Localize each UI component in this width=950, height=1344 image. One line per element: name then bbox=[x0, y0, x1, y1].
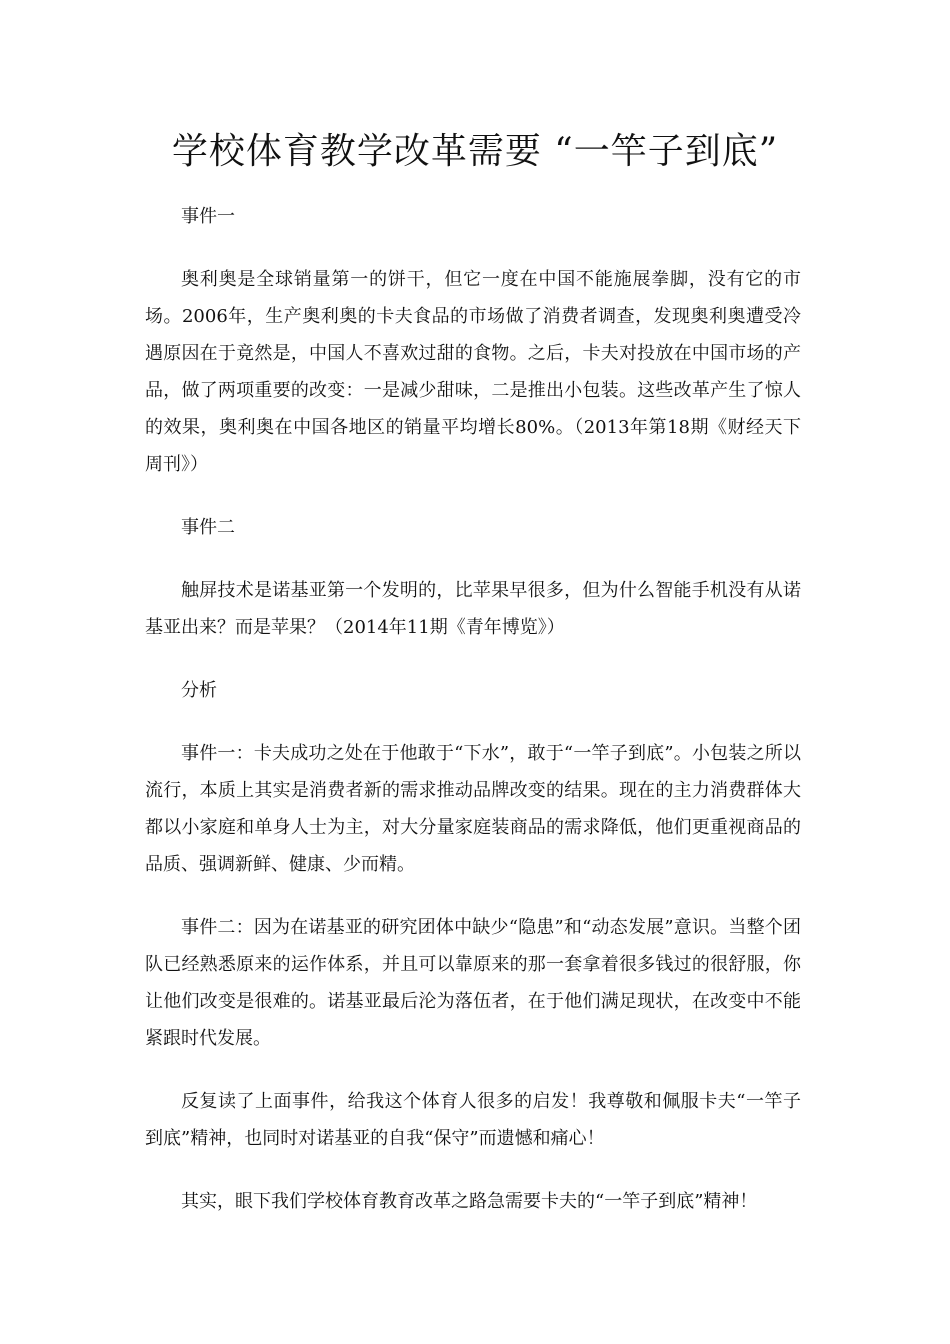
heading-event-1: 事件一 bbox=[181, 206, 235, 227]
paragraph-reflection: 反复读了上面事件，给我这个体育人很多的启发！我尊敬和佩服卡夫“一竿子到底”精神，也同时对诺基亚的自我“保守”而遗憾和痛心！ bbox=[145, 1091, 801, 1149]
paragraph-event-1: 奥利奥是全球销量第一的饼干，但它一度在中国不能施展拳脚，没有它的市场。2006年，生产奥利奥的卡夫食品的市场做了消费者调查，发现奥利奥遭受冷遇原因在于竟然是，中国人不喜欢过甜的食物。之后，卡夫对投放在中国市场的产品，做了两项重要的改变：一是减少甜味，二是推出小包装。这些改革产生了惊人的效果，奥利奥在中国各地区的销量平均增长80%。（2013年第18期《财经天下周刊》） bbox=[145, 269, 801, 475]
heading-event-2: 事件二 bbox=[181, 517, 235, 538]
paragraph-spacer bbox=[145, 546, 801, 572]
document-title: 学校体育教学改革需要 “一竿子到底” bbox=[171, 131, 779, 172]
paragraph-spacer bbox=[145, 1157, 801, 1183]
heading-analysis: 分析 bbox=[181, 680, 217, 701]
paragraph-analysis-2: 事件二：因为在诺基亚的研究团体中缺少“隐患”和“动态发展”意识。当整个团队已经熟悉原来的运作体系，并且可以靠原来的那一套拿着很多钱过的很舒服，你让他们改变是很难的。诺基亚最后沦为落伍者，在于他们满足现状，在改变中不能紧跟时代发展。 bbox=[145, 917, 801, 1049]
paragraph-spacer bbox=[145, 483, 801, 509]
paragraph-spacer bbox=[145, 646, 801, 672]
paragraph-conclusion: 其实，眼下我们学校体育教育改革之路急需要卡夫的“一竿子到底”精神！ bbox=[181, 1191, 758, 1212]
document-body bbox=[145, 198, 801, 1220]
paragraph-event-2: 触屏技术是诺基亚第一个发明的，比苹果早很多，但为什么智能手机没有从诺基亚出来？而是苹果？（2014年11期《青年博览》） bbox=[145, 580, 801, 638]
paragraph-spacer bbox=[145, 883, 801, 909]
paragraph-analysis-1: 事件一：卡夫成功之处在于他敢于“下水”，敢于“一竿子到底”。小包装之所以流行，本质上其实是消费者新的需求推动品牌改变的结果。现在的主力消费群体大都以小家庭和单身人士为主，对大分量家庭装商品的需求降低，他们更重视商品的品质、强调新鲜、健康、少而精。 bbox=[145, 743, 801, 875]
paragraph-spacer bbox=[145, 235, 801, 261]
paragraph-spacer bbox=[145, 1057, 801, 1083]
paragraph-spacer bbox=[145, 709, 801, 735]
